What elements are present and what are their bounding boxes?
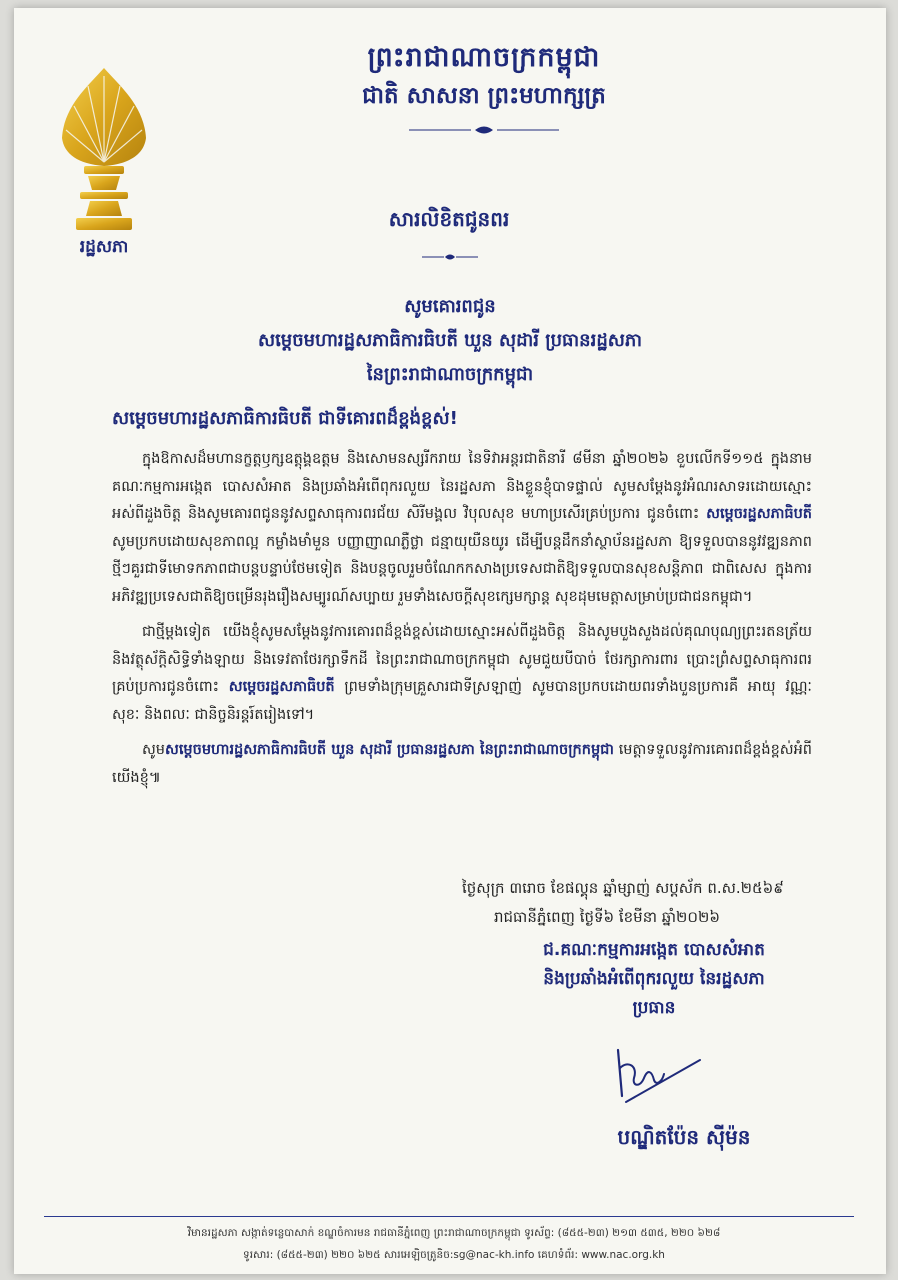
footer-contact: ទូរសារ: (៨៥៥-២៣) ២២០ ៦២៥ សារអេឡិចត្រូនិច:sg@nac-kh.info គេហទំព័រ: www.nac.org.kh xyxy=(243,1249,665,1261)
footer-divider xyxy=(44,1216,854,1217)
addressee-line-2: សម្តេចមហារដ្ឋសភាធិការធិបតី ឃួន សុដារី ប្រធានរដ្ឋសភា xyxy=(257,330,643,351)
paragraph-2-text-b: ព្រមទាំងក្រុមគ្រួសារជាទីស្រឡាញ់ សូមបានប្រកបដោយពរទាំងបួនប្រការគឺ អាយុ វណ្ណៈ សុខៈ និងពលៈ ជានិច្ចនិរន្តរ៍តរៀងទៅ។ xyxy=(112,679,812,723)
paragraph-2-text-a: ជាថ្មីម្តងទៀត យើងខ្ញុំសូមសម្តែងនូវការគោរពដ៏ខ្ពង់ខ្ពស់ដោយស្មោះអស់ពីដួងចិត្ត និងសូមបួងសួងដល់គុណបុណ្យព្រះរតនត្រ័យ និងវត្ថុស័ក្តិសិទ្ធិទាំងឡាយ និងទេវតាថែរក្សាទឹកដី នៃព្រះរាជាណាចក្រកម្ពុជា សូមជួយបីបាច់ ថែរក្សាការពារ ប្រោះព្រំសព្ទសាធុការពរគ្រប់ប្រការជូនចំពោះ xyxy=(112,624,812,695)
paragraph-2 xyxy=(112,619,812,729)
letter-page xyxy=(14,8,886,1274)
addressee-block xyxy=(134,290,766,392)
paragraph-1-bold: សម្តេចរដ្ឋសភាធិបតី xyxy=(706,506,812,522)
national-motto: ជាតិ សាសនា ព្រះមហាក្សត្រ xyxy=(362,83,606,109)
org-line-2: និងប្រឆាំងអំពើពុករលួយ នៃរដ្ឋសភា xyxy=(543,969,765,989)
letter-body xyxy=(112,446,812,800)
paragraph-1-text-a: ក្នុងឱកាសដ៏មហានក្ខត្តឫក្សឧត្តុង្គឧត្តម និងសោមនស្សរីករាយ នៃទិវាអន្តរជាតិនារី ៨មីនា ឆ្នាំ២០២៦ ខួបលើកទី១១៥ ក្នុងនាមគណៈកម្មការអង្កេត បោសសំអាត និងប្រឆាំងអំពើពុករលួយ នៃរដ្ឋសភា និងខ្លួនខ្ញុំបាទផ្ទាល់ សូមសម្តែងនូវអំណរសាទរដោយស្មោះអស់ពីដួងចិត្ត និងសូមគោរពជូននូវសព្ទសាធុការពរជ័យ សិរីមង្គល វិបុលសុខ មហាប្រសើរគ្រប់ប្រការ ជូនចំពោះ xyxy=(112,451,812,522)
lunar-date: ថ្ងៃសុក្រ ៣រោច ខែផល្គុន ឆ្នាំម្សាញ់ សប្តស័ក ព.ស.២៥៦៩ xyxy=(462,879,784,897)
document-title: សារលិខិតជូនពរ xyxy=(388,207,510,231)
paragraph-1-text-b: សូមប្រកបដោយសុខភាពល្អ កម្លាំងមាំមួន បញ្ញាញាណភ្លឺថ្លា ជន្មាយុយឺនយូរ ដើម្បីបន្តដឹកនាំស្ថាប័នរដ្ឋសភា ឱ្យទទួលបាននូវវឌ្ឍនភាពថ្មីៗគួរជាទីមោទកភាពជាបន្តបន្ទាប់ថែមទៀត និងបន្តចូលរួមចំណែកកសាងប្រទេសជាតិឱ្យទទួលបានសុខសន្តិភាព ជាពិសេស ក្នុងការអភិវឌ្ឍប្រទេសជាតិឱ្យចម្រើនរុងរឿងសម្បូរណ៍សប្បាយ រួមទាំងសេចក្តីសុខក្សេមក្សាន្ត សុខដុមមេត្តាសម្រាប់ប្រជាជនកម្ពុជា។ xyxy=(112,533,812,605)
footer-address: វិមានរដ្ឋសភា សង្កាត់ទន្លេបាសាក់ ខណ្ឌចំការមន រាជធានីភ្នំពេញ ព្រះរាជាណាចក្រកម្ពុជា ទូរស័ព្ទ: (៨៥៥-២៣) ២១៣ ៥៣៥, ២២០ ៦២៨ xyxy=(187,1227,721,1239)
org-line-1: ជ.គណៈកម្មការអង្កេត បោសសំអាត xyxy=(543,940,765,960)
paragraph-3 xyxy=(112,737,812,792)
title-divider-icon xyxy=(422,252,478,262)
signer-name: បណ្ឌិតប៉ែន ស៊ីម៉ន xyxy=(617,1125,751,1149)
letterhead xyxy=(284,38,684,140)
solar-date: រាជធានីភ្នំពេញ ថ្ងៃទី៦ ខែមីនា ឆ្នាំ២០២៦ xyxy=(494,908,720,926)
paragraph-3-text-b: មេត្តាទទួលនូវការគោរពដ៏ខ្ពង់ខ្ពស់អំពីយើងខ្ញុំ៕ xyxy=(112,742,812,786)
date-block xyxy=(444,874,864,932)
paragraph-2-bold: សម្តេចរដ្ឋសភាធិបតី xyxy=(228,679,335,695)
kingdom-title: ព្រះរាជាណាចក្រកម្ពុជា xyxy=(367,42,601,73)
addressee-line-3: នៃព្រះរាជាណាចក្រកម្ពុជា xyxy=(366,364,534,385)
footer xyxy=(54,1222,854,1266)
paragraph-1 xyxy=(112,446,812,611)
ornament-divider-icon xyxy=(409,124,559,136)
salutation: សម្តេចមហារដ្ឋសភាធិការធិបតី ជាទីគោរពដ៏ខ្ពង់ខ្ពស់! xyxy=(112,408,458,429)
paragraph-3-text-a: សូម xyxy=(142,742,166,758)
signatory-organization xyxy=(454,936,854,1023)
emblem-label: រដ្ឋសភា xyxy=(79,237,129,257)
signatory-role: ប្រធាន xyxy=(632,998,676,1018)
handwritten-signature-icon xyxy=(604,1038,704,1108)
paragraph-3-bold: សម្តេចមហារដ្ឋសភាធិការធិបតី ឃួន សុដារី ប្រធានរដ្ឋសភា នៃព្រះរាជាណាចក្រកម្ពុជា xyxy=(165,742,614,758)
addressee-line-1: សូមគោរពជូន xyxy=(404,296,496,317)
senate-emblem-icon xyxy=(58,66,150,236)
